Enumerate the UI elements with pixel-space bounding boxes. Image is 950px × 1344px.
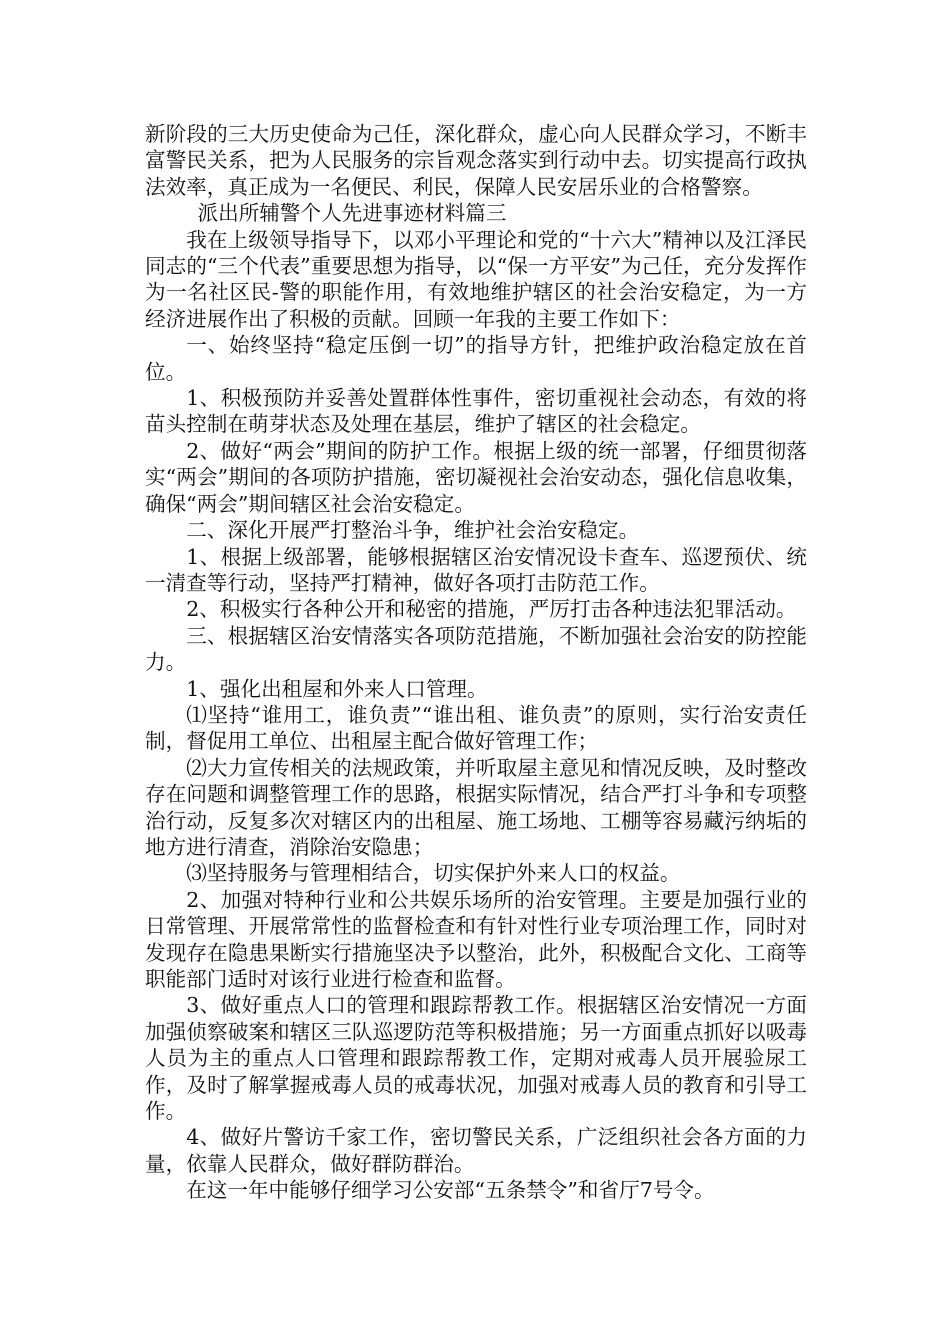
point-one-heading: 一、始终坚持“稳定压倒一切”的指导方针，把维护政治稳定放在首位。: [145, 333, 807, 384]
paragraph-intro-continuation: 新阶段的三大历史使命为己任，深化群众，虚心向人民群众学习，不断丰富警民关系，把为人民服务的宗旨观念落实到行动中去。切实提高行政执法效率，真正成为一名便民、利民，保障人民安居乐业的合格警察。: [145, 122, 807, 199]
point-three-subitem-1: ⑴坚持“谁用工，谁负责”“谁出租、谁负责”的原则，实行治安责任制，督促用工单位、出租屋主配合做好管理工作；: [145, 702, 807, 754]
point-three-heading: 三、根据辖区治安情落实各项防范措施，不断加强社会治安的防控能力。: [145, 623, 807, 675]
point-two-item-1: 1、根据上级部署，能够根据辖区治安情况设卡查车、巡逻预伏、统一清查等行动，坚持严打精神，做好各项打击防范工作。: [145, 544, 807, 595]
point-one-item-1: 1、积极预防并妥善处置群体性事件，密切重视社会动态，有效的将苗头控制在萌芽状态及处理在基层，维护了辖区的社会稳定。: [145, 386, 807, 437]
paragraph-closing: 在这一年中能够仔细学习公安部“五条禁令”和省厅7号令。: [186, 1178, 715, 1203]
point-three-item-4: 4、做好片警访千家工作，密切警民关系，广泛组织社会各方面的力量，依靠人民群众，做好群防群治。: [145, 1125, 807, 1176]
point-two-item-2: 2、积极实行各种公开和秘密的措施，严厉打击各种违法犯罪活动。: [186, 597, 797, 622]
paragraph-opening: 我在上级领导指导下，以邓小平理论和党的“十六大”精神以及江泽民同志的“三个代表”重要思想为指导，以“保一方平安”为己任，充分发挥作为一名社区民-警的职能作用，有效地维护辖区的社会治安稳定，为一方经济进展作出了积极的贡献。回顾一年我的主要工作如下：: [145, 227, 807, 331]
point-three-subitem-2: ⑵大力宣传相关的法规政策，并听取屋主意见和情况反映，及时整改存在问题和调整管理工作的思路，根据实际情况，结合严打斗争和专项整治行动，反复多次对辖区内的出租屋、施工场地、工棚等容易藏污纳垢的地方进行清查，消除治安隐患；: [145, 755, 807, 859]
point-two-heading: 二、深化开展严打整治斗争，维护社会治安稳定。: [186, 518, 640, 543]
section-heading-part-three: 派出所辅警个人先进事迹材料篇三: [197, 201, 507, 226]
document-body: [145, 121, 807, 1204]
point-three-subitem-3: ⑶坚持服务与管理相结合，切实保护外来人口的权益。: [186, 861, 681, 886]
point-three-item-3: 3、做好重点人口的管理和跟踪帮教工作。根据辖区治安情况一方面加强侦察破案和辖区三队巡逻防范等积极措施；另一方面重点抓好以吸毒人员为主的重点人口管理和跟踪帮教工作，定期对戒毒人员开展验尿工作，及时了解掌握戒毒人员的戒毒状况，加强对戒毒人员的教育和引导工作。: [145, 993, 807, 1124]
point-three-item-1: 1、强化出租屋和外来人口管理。: [186, 676, 488, 701]
point-three-item-2: 2、加强对特种行业和公共娱乐场所的治安管理。主要是加强行业的日常管理、开展常常性的监督检查和有针对性行业专项治理工作，同时对发现存在隐患果断实行措施坚决予以整治，此外，积极配合文化、工商等职能部门适时对该行业进行检查和监督。: [145, 887, 807, 991]
point-one-item-2: 2、做好“两会”期间的防护工作。根据上级的统一部署，仔细贯彻落实“两会”期间的各项防护措施，密切凝视社会治安动态，强化信息收集，确保“两会”期间辖区社会治安稳定。: [145, 438, 807, 516]
